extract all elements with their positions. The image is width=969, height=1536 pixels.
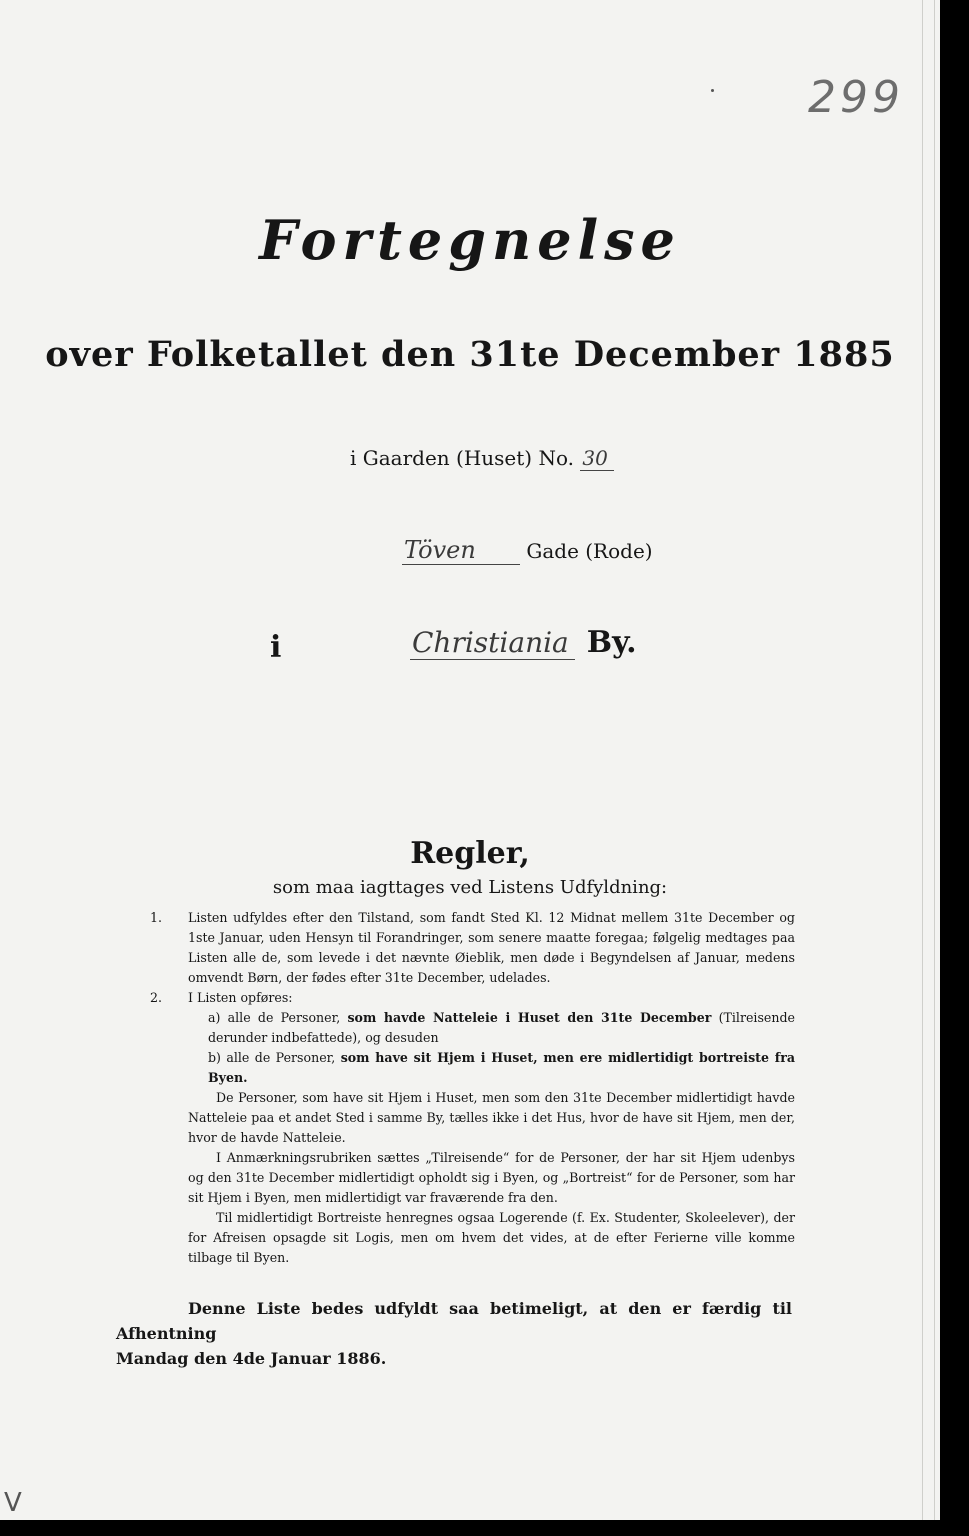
- city-suffix: By.: [586, 625, 637, 660]
- rule-intro: I Listen opføres:: [188, 990, 293, 1005]
- rule-2b: [188, 1048, 795, 1088]
- rule-2-paragraph: I Anmærkningsrubriken sættes „Tilreisende“ for de Personer, der har sit Hjem udenbys og den 31te December midlertidigt opholdt sig i Byen, og „Bortreist“ for de Personer, som har sit Hjem i Byen, men midlertidigt var fraværende fra den.: [188, 1150, 795, 1205]
- rule-number: 2.: [150, 990, 163, 1005]
- form-title: Fortegnelse: [259, 208, 681, 272]
- rule-2b-emphasis: som have sit Hjem i Huset, men ere midlertidigt bortreiste fra Byen.: [208, 1050, 795, 1085]
- city-prefix: i: [270, 630, 282, 665]
- house-number-label: i Gaarden (Huset) No.: [350, 446, 574, 470]
- form-subtitle: over Folketallet den 31te December 1885: [45, 334, 895, 375]
- rule-text: Listen udfyldes efter den Tilstand, som fandt Sted Kl. 12 Midnat mellem 31te December og 1ste Januar, uden Hensyn til Forandringer, som senere maatte foregaa; følgelig medtages paa Listen alle de, som levede i det nævnte Øieblik, men døde i Begyndelsen af Januar, medens omvendt Børn, der fødes efter 31te December, udelades.: [188, 910, 795, 985]
- rules-heading: Regler,: [410, 836, 530, 871]
- ink-dot: [711, 89, 714, 92]
- rule-2-paragraph: Til midlertidigt Bortreiste henregnes ogsaa Logerende (f. Ex. Studenter, Skoleelever), der for Afreisen opsagde sit Logis, men om hvem det vides, at de efter Ferierne ville komme tilbage til Byen.: [188, 1210, 795, 1265]
- city-field: [410, 625, 637, 660]
- corner-mark: V: [4, 1488, 22, 1518]
- house-number-field: [350, 446, 614, 471]
- footer-line: Mandag den 4de Januar 1886.: [116, 1349, 387, 1368]
- rule-2a: [188, 1008, 795, 1048]
- footer-notice: [116, 1296, 792, 1371]
- rule-1: [150, 908, 795, 988]
- rule-2-paragraph: De Personer, som have sit Hjem i Huset, men som den 31te December midlertidigt havde Natteleie paa et andet Sted i samme By, tælles ikke i det Hus, hvor de have sit Hjem, men der, hvor de havde Natteleie.: [188, 1090, 795, 1145]
- rule-2a-emphasis: som havde Natteleie i Huset den 31te December: [347, 1010, 712, 1025]
- footer-line: Denne Liste bedes udfyldt saa betimeligt, at den er færdig til Afhentning: [116, 1299, 792, 1343]
- rule-2a-prefix: a) alle de Personer,: [208, 1010, 348, 1025]
- street-label: Gade (Rode): [526, 539, 653, 563]
- handwritten-page-number: 299: [808, 72, 904, 123]
- city-value: Christiania: [410, 626, 575, 660]
- rule-2: [150, 988, 795, 1268]
- rules-list: [150, 908, 795, 1268]
- rule-2a-rest: (Tilreisende derunder indbefattede), og desuden: [208, 1010, 795, 1045]
- street-field: [402, 536, 653, 565]
- rules-subheading: som maa iagttages ved Listens Udfyldning:: [272, 877, 668, 898]
- rule-number: 1.: [150, 910, 163, 925]
- street-value: Töven: [402, 536, 520, 565]
- house-number-value: 30: [580, 446, 613, 471]
- rule-2b-prefix: b) alle de Personer,: [208, 1050, 341, 1065]
